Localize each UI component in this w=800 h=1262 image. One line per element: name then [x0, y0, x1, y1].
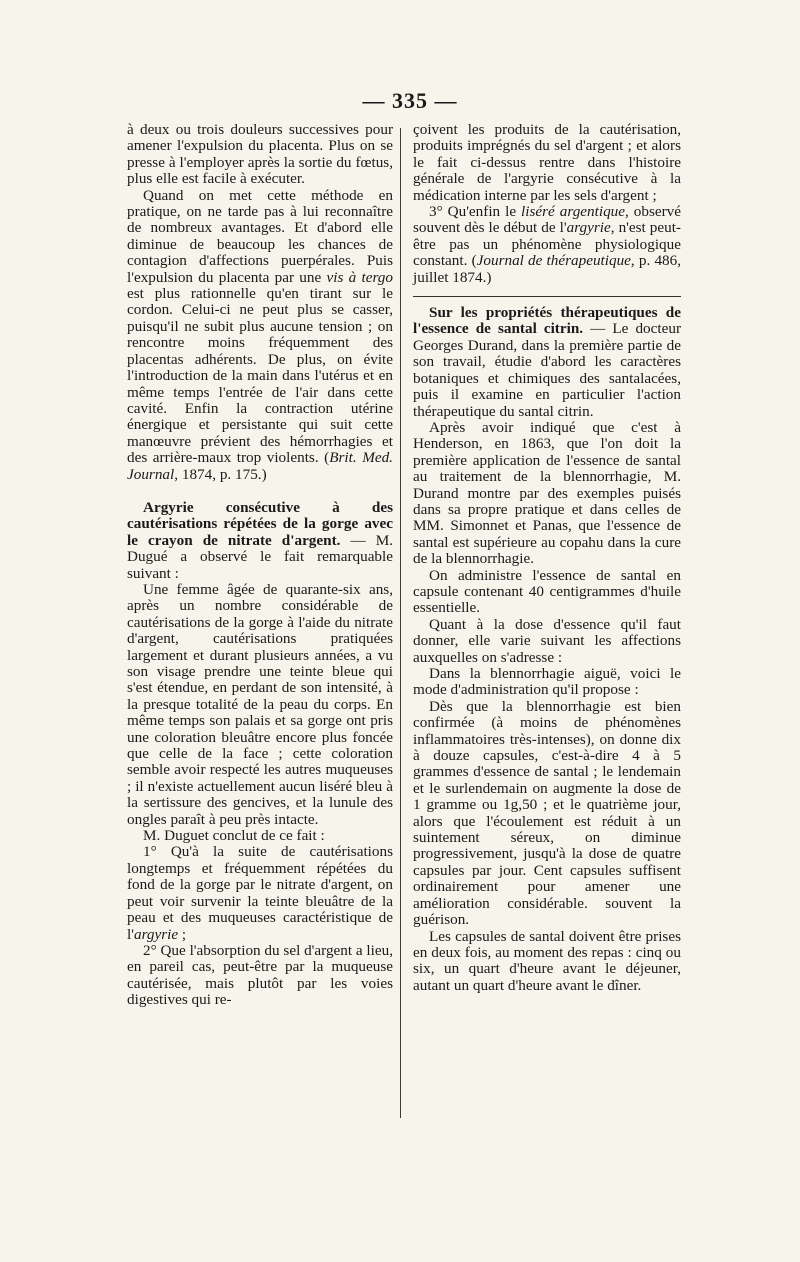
- column-divider: [400, 128, 401, 1118]
- right-paragraph-6: Dans la blennorrhagie aiguë, voici le mode d'administration qu'il propose :: [413, 665, 681, 699]
- article-heading-argyrie: Argyrie consécutive à des cautérisations répétées de la gorge avec le crayon de nitrate d'argent.: [127, 498, 393, 549]
- article-heading-santal: Sur les propriétés thérapeutiques de l'essence de santal citrin.: [413, 304, 681, 338]
- right-paragraph-7: Dès que la blennorrhagie est bien confirmée (à moins de phénomènes inflammatoires très-intenses), on donne dix à douze capsules, c'est-à-dire 4 à 5 grammes d'essence de santal ; le lendemain et le surlendemain on augmente la dose de 1 gramme ou 1g,50 ; et le quatrième jour, alors que l'écoulement est réduit à un suintement séreux, on diminue progressivement, jusqu'à la dose de quatre capsules par jour. Cent capsules suffisent ordinairement pour amener une amélioration considérable. souvent la guérison.: [413, 697, 681, 929]
- right-paragraph-4: On administre l'essence de santal en capsule contenant 40 centigrammes d'huile essentielle.: [413, 566, 681, 617]
- left-column: [127, 122, 393, 1009]
- right-column: [413, 122, 681, 994]
- article-argyrie: Argyrie consécutive à des cautérisations répétées de la gorge avec le crayon de nitrate d'argent. — M. Dugué a observé le fait remarquable suivant :: [127, 498, 393, 582]
- left-paragraph-6: 2° Que l'absorption du sel d'argent a lieu, en pareil cas, peut-être par la muqueuse cautérisée, mais plutôt par les voies digestives qui re-: [127, 941, 393, 1009]
- right-paragraph-2: 3° Qu'enfin le liséré argentique, observé souvent dès le début de l'argyrie, n'est peut-être pas un phénomène physiologique constant. (Journal de thérapeutique, p. 486, juillet 1874.): [413, 203, 682, 286]
- left-paragraph-4: M. Duguet conclut de ce fait :: [143, 827, 325, 845]
- page-number: — 335 —: [362, 88, 458, 113]
- left-paragraph-3: Une femme âgée de quarante-six ans, après un nombre considérable de cautérisations de la gorge à l'aide du nitrate d'argent, cautérisations pratiquées largement et durant plusieurs années, a vu son visage prendre une teinte bleue qui s'est étendue, en perdant de son intensité, à la presque totalité de la peau du corps. En même temps son palais et sa gorge ont pris une coloration bleuâtre encore plus foncée que celle de la face ; cette coloration semble avoir respecté les autres muqueuses ; il n'existe actuellement aucun liséré bleu à la sertissure des gencives, et la lunule des ongles paraît à peu près intacte.: [127, 580, 393, 828]
- right-paragraph-1: çoivent les produits de la cautérisation, produits imprégnés du sel d'argent ; et alors le fait ci-dessus rentre dans l'histoire générale de l'argyrie consécutive à la médication interne par les sels d'argent ;: [413, 121, 681, 204]
- right-paragraph-3: Après avoir indiqué que c'est à Henderson, en 1863, que l'on doit la première application de l'essence de santal au traitement de la blennorrhagie, M. Durand montre par des exemples puisés dans sa propre pratique et dans celles de MM. Simonnet et Panas, que l'essence de santal est supérieure au copahu dans la cure de la blennorrhagie.: [413, 418, 681, 568]
- right-paragraph-5: Quant à la dose d'essence qu'il faut donner, elle varie suivant les affections auxquelles on s'adresse :: [413, 615, 681, 666]
- article-santal: Sur les propriétés thérapeutiques de l'essence de santal citrin. — Le docteur Georges Durand, dans la première partie de son travail, étudie d'abord les caractères botaniques et chimiques des santalacées, puis il examine en particulier l'action thérapeutique du santal citrin.: [413, 304, 681, 420]
- left-paragraph-2: Quand on met cette méthode en pratique, on ne tarde pas à lui reconnaître de nombreux avantages. Et d'abord elle diminue de beaucoup les chances de contagion d'affections puerpérales. Puis l'expulsion du placenta par une vis à tergo est plus rationnelle qu'en tirant sur le cordon. Celui-ci ne peut plus se casser, puisqu'il ne subit plus aucune tension ; on rencontre moins fréquemment des placentas adhérents. De plus, on évite l'introduction de la main dans l'utérus et en même temps l'entrée de l'air dans cette cavité. Enfin la contraction utérine énergique et persistante qui suit cette manœuvre prévient des hémorrhagies et des arrière-maux trop violents. (Brit. Med. Journal, 1874, p. 175.): [127, 186, 393, 483]
- left-paragraph-1: à deux ou trois douleurs successives pour amener l'expulsion du placenta. Plus on se presse à l'employer après la sortie du fœtus, plus elle est facile à exécuter.: [127, 121, 393, 188]
- section-rule: [413, 296, 681, 297]
- left-paragraph-5: 1° Qu'à la suite de cautérisations longtemps et fréquemment répétées du fond de la gorge par le nitrate d'argent, on peut voir survenir la teinte bleuâtre de la peau et des muqueuses caractéristique de l'argyrie ;: [127, 843, 393, 943]
- right-paragraph-8: Les capsules de santal doivent être prises en deux fois, au moment des repas : cinq ou six, un quart d'heure avant le déjeuner, autant un quart d'heure avant le dîner.: [413, 927, 681, 994]
